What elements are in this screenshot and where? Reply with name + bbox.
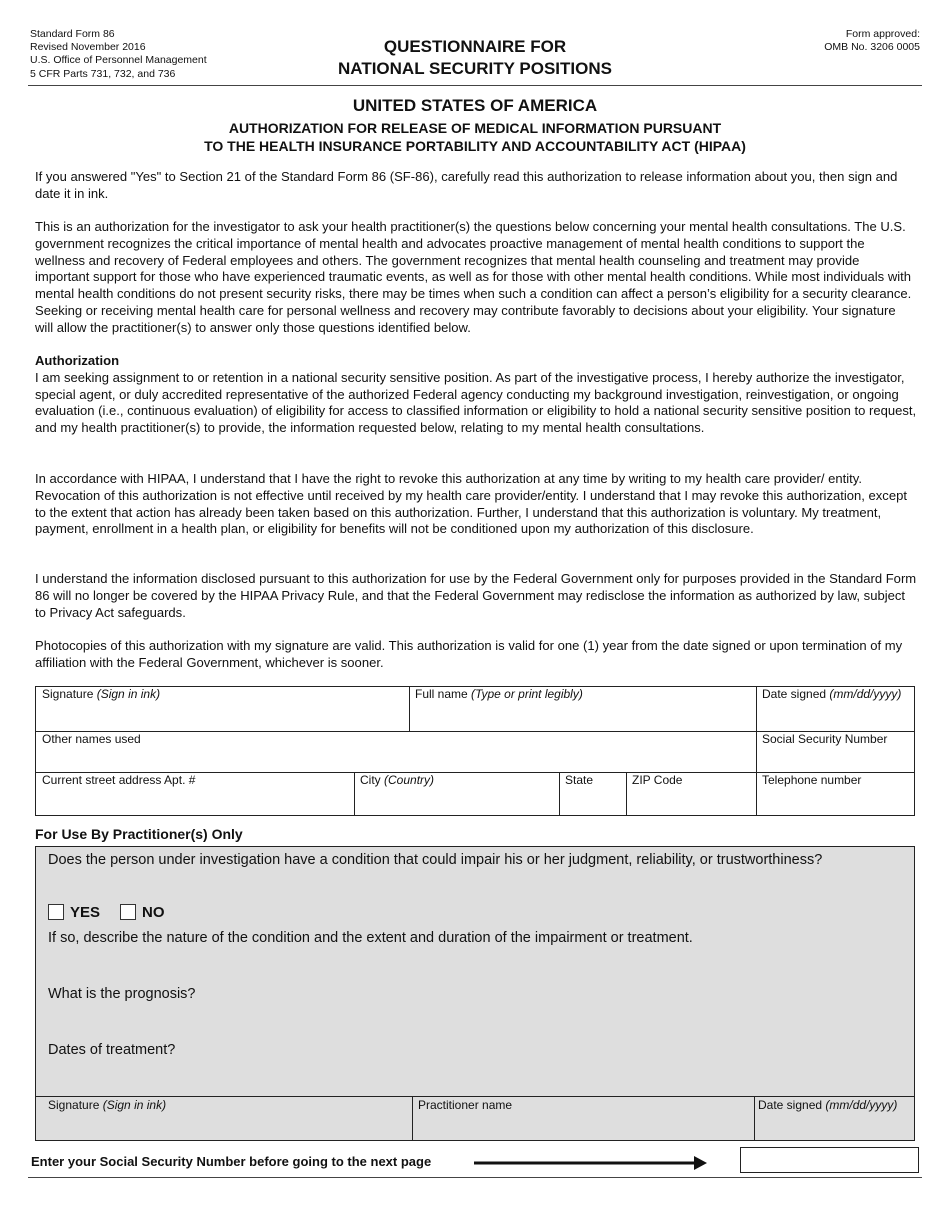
impairment-question: Does the person under investigation have a condition that could impair his or her judgment, reliability, or trustworthiness? <box>48 852 823 868</box>
state-field[interactable] <box>559 773 626 815</box>
form-approval <box>824 28 920 54</box>
authorization-heading: Authorization <box>35 353 120 368</box>
practitioner-signature-label: Signature <box>48 1098 100 1112</box>
city-label: City <box>360 773 381 787</box>
applicant-signature-note: (Sign in ink) <box>96 687 161 701</box>
authorization-title-line1: AUTHORIZATION FOR RELEASE OF MEDICAL INFORMATION PURSUANT <box>228 120 722 136</box>
form-agency: U.S. Office of Personnel Management <box>30 54 207 67</box>
condition-question: If so, describe the nature of the condition and the extent and duration of the impairment or treatment. <box>48 930 693 946</box>
practitioner-date-label: Date signed <box>758 1098 823 1112</box>
zip-field[interactable] <box>626 773 756 815</box>
arrow-right-icon <box>474 1154 708 1172</box>
applicant-date-label: Date signed <box>762 687 827 701</box>
validity-paragraph: Photocopies of this authorization with my signature are valid. This authorization is valid for one (1) year from the date signed or upon termination of my affiliation with the Federal Government, whichever is sooner. <box>35 638 903 670</box>
applicant-date-field[interactable] <box>756 687 916 731</box>
ssn-label: Social Security Number <box>762 732 888 746</box>
other-names-label: Other names used <box>42 732 141 746</box>
form-title-line2: NATIONAL SECURITY POSITIONS <box>338 59 612 78</box>
practitioner-date-note: (mm/dd/yyyy) <box>825 1098 898 1112</box>
footer-divider <box>28 1177 922 1178</box>
ssn-field[interactable] <box>756 732 916 772</box>
form-revision: Revised November 2016 <box>30 41 146 54</box>
no-label: NO <box>142 904 165 921</box>
full-name-label: Full name <box>415 687 468 701</box>
authorization-title-line2: TO THE HEALTH INSURANCE PORTABILITY AND ACCOUNTABILITY ACT (HIPAA) <box>204 138 746 154</box>
header-divider <box>28 85 922 86</box>
city-field[interactable] <box>354 773 559 815</box>
full-name-field[interactable] <box>409 687 756 731</box>
yes-checkbox[interactable] <box>48 904 64 920</box>
ssn-entry-box[interactable] <box>740 1147 919 1173</box>
city-note: (Country) <box>384 773 435 787</box>
practitioner-date-field[interactable] <box>754 1098 914 1140</box>
authorization-paragraph: I am seeking assignment to or retention in a national security sensitive position. As part of the investigative process, I hereby authorize the investigator, special agent, or duly accredited representative of the authorized Federal agency conducting my background investigation, reinvestigation, or ongoing evaluation (i.e., continuous evaluation) of eligibility for access to classified information or eligibility to hold a national security sensitive position to request, and my health practitioner(s) to provide, the information requested below, relating to my mental health consultations. <box>35 369 917 436</box>
telephone-field[interactable] <box>756 773 916 815</box>
country-title: UNITED STATES OF AMERICA <box>352 96 598 115</box>
intro-paragraph: If you answered "Yes" to Section 21 of the Standard Form 86 (SF-86), carefully read this authorization to release information about you, then sign and date it in ink. <box>35 169 898 201</box>
practitioner-signature-field[interactable] <box>42 1098 412 1140</box>
authorization-section <box>35 353 917 437</box>
telephone-label: Telephone number <box>762 773 862 787</box>
form-title-line1: QUESTIONNAIRE FOR <box>383 37 567 56</box>
applicant-info-grid <box>35 686 915 816</box>
applicant-date-note: (mm/dd/yyyy) <box>829 687 902 701</box>
practitioner-name-label: Practitioner name <box>418 1098 513 1112</box>
form-cfr: 5 CFR Parts 731, 732, and 736 <box>30 67 176 80</box>
form-number: Standard Form 86 <box>30 28 115 40</box>
form-approved-label: Form approved: <box>845 28 920 40</box>
street-address-field[interactable] <box>36 773 354 815</box>
state-label: State <box>565 773 594 787</box>
purpose-paragraph: This is an authorization for the investigator to ask your health practitioner(s) the questions below concerning your mental health consultations. The U.S. government recognizes the critical importance of mental health and advocates proactive management of mental health conditions to support the wellness and recovery of Federal employees and others. The government recognizes that mental health counseling and treatment may provide important support for those who have experienced traumatic events, as well as for those with other mental health conditions. While most individuals with mental health conditions do not present security risks, there may be times when such a condition can affect a person’s eligibility for a security clearance. Seeking or receiving mental health care for personal wellness and recovery may contribute favorably to decisions about your eligibility. Your signature will allow the practitioner(s) to answer only those questions identified below. <box>35 219 912 335</box>
hipaa-paragraph: In accordance with HIPAA, I understand that I have the right to revoke this authorization at any time by writing to my health care provider/ entity. Revocation of this authorization is not effective until received by my health care provider/entity. I understand that I may revoke this authorization, except to the extent that action has already been taken based on this authorization. Further, I understand that this authorization is voluntary. My treatment, payment, enrollment in a health plan, or eligibility for benefits will not be conditioned upon my authorization of this disclosure. <box>35 471 907 537</box>
disclosure-paragraph: I understand the information disclosed pursuant to this authorization for use by the Federal Government only for purposes provided in the Standard Form 86 will no longer be covered by the HIPAA Privacy Rule, and that the Federal Government may redisclose the information as authorized by law, subject to Privacy Act safeguards. <box>35 571 917 620</box>
practitioner-heading: For Use By Practitioner(s) Only <box>35 826 243 842</box>
ssn-prompt: Enter your Social Security Number before going to the next page <box>31 1154 432 1169</box>
yes-label: YES <box>70 904 101 921</box>
authorization-title <box>0 119 950 155</box>
treatment-dates-question: Dates of treatment? <box>48 1042 176 1058</box>
street-address-label: Current street address Apt. # <box>42 773 196 787</box>
practitioner-signature-note: (Sign in ink) <box>102 1098 167 1112</box>
zip-label: ZIP Code <box>632 773 683 787</box>
omb-number: OMB No. 3206 0005 <box>824 41 920 54</box>
practitioner-section <box>35 846 915 1141</box>
form-title <box>0 36 950 80</box>
no-checkbox[interactable] <box>120 904 136 920</box>
applicant-signature-label: Signature <box>42 687 94 701</box>
full-name-note: (Type or print legibly) <box>471 687 583 701</box>
prognosis-question: What is the prognosis? <box>48 986 196 1002</box>
other-names-field[interactable] <box>36 732 756 772</box>
applicant-signature-field[interactable] <box>36 687 409 731</box>
practitioner-name-field[interactable] <box>412 1098 754 1140</box>
